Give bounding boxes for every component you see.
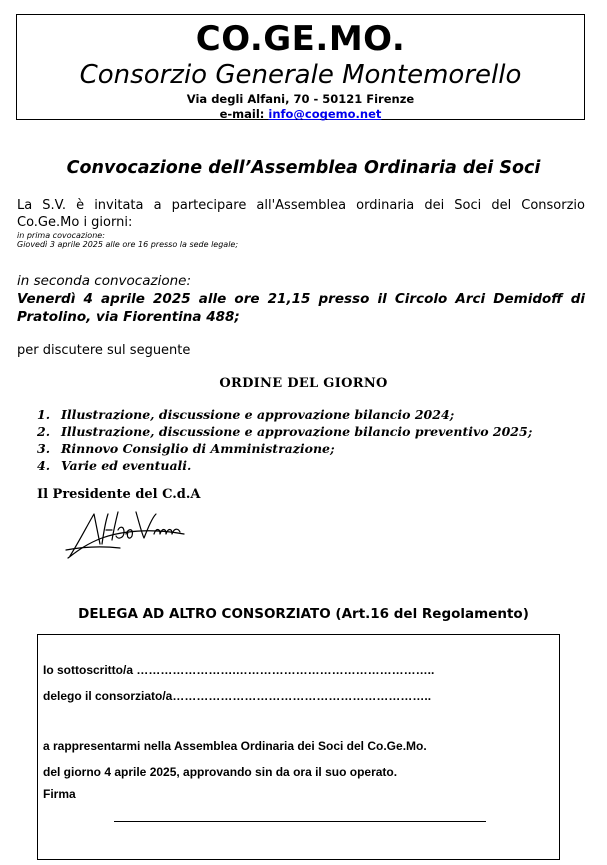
second-call-text: Venerdì 4 aprile 2025 alle ore 21,15 presso il Circolo Arci Demidoff di Pratolino, via Fiorentina 488; xyxy=(17,291,585,325)
agenda-item xyxy=(37,440,532,457)
page-title: Convocazione dell’Assemblea Ordinaria dei Soci xyxy=(66,158,541,178)
org-address: Via degli Alfani, 70 - 50121 Firenze xyxy=(186,92,415,106)
delega-text-line: a rappresentarmi nella Assemblea Ordinaria dei Soci del Co.Ge.Mo. xyxy=(43,739,427,753)
agenda-item-number: 3. xyxy=(37,441,51,456)
agenda-item xyxy=(37,406,532,423)
agenda-item-number: 4. xyxy=(37,458,51,473)
second-call-label: in seconda convocazione: xyxy=(17,273,191,289)
header-box xyxy=(16,14,585,120)
agenda-item-text: Rinnovo Consiglio di Amministrazione; xyxy=(61,441,335,456)
org-email-line xyxy=(17,107,584,121)
agenda-item-text: Illustrazione, discussione e approvazione bilancio preventivo 2025; xyxy=(61,424,533,439)
delega-form xyxy=(37,634,560,860)
president-signature xyxy=(62,500,192,564)
intro-section xyxy=(17,197,585,249)
agenda-item-text: Illustrazione, discussione e approvazione bilancio 2024; xyxy=(61,407,455,422)
delegate-name-field[interactable]: delego il consorziato/a……………………………………………………….. xyxy=(43,689,432,703)
agenda-item xyxy=(37,423,532,440)
intro-text: La S.V. è invitata a partecipare all'Assemblea ordinaria dei Soci del Consorzio Co.Ge.Mo i giorni: xyxy=(17,198,585,230)
first-call-label: in prima covocazione: xyxy=(17,231,105,240)
agenda-item xyxy=(37,457,532,474)
first-call-text: Giovedì 3 aprile 2025 alle ore 16 presso la sede legale; xyxy=(17,240,239,249)
delega-title: DELEGA AD ALTRO CONSORZIATO (Art.16 del Regolamento) xyxy=(78,606,529,622)
agenda-item-text: Varie ed eventuali. xyxy=(61,458,192,473)
discuss-text: per discutere sul seguente xyxy=(17,343,191,358)
delegator-name-field[interactable]: Io sottoscritto/a …………………….………………………………………….. xyxy=(43,663,435,677)
delega-text-line: del giorno 4 aprile 2025, approvando sin da ora il suo operato. xyxy=(43,765,398,779)
agenda-list xyxy=(37,406,532,474)
signature-line[interactable] xyxy=(114,821,486,822)
agenda-title: ORDINE DEL GIORNO xyxy=(219,376,388,391)
agenda-item-number: 1. xyxy=(37,407,51,422)
org-short-name: CO.GE.MO. xyxy=(195,19,406,59)
firma-label: Firma xyxy=(43,787,76,801)
email-label: e-mail: xyxy=(219,107,269,121)
org-full-name: Consorzio Generale Montemorello xyxy=(79,60,522,90)
email-link[interactable]: info@cogemo.net xyxy=(268,107,382,121)
president-label: Il Presidente del C.d.A xyxy=(37,487,201,502)
agenda-item-number: 2. xyxy=(37,424,51,439)
